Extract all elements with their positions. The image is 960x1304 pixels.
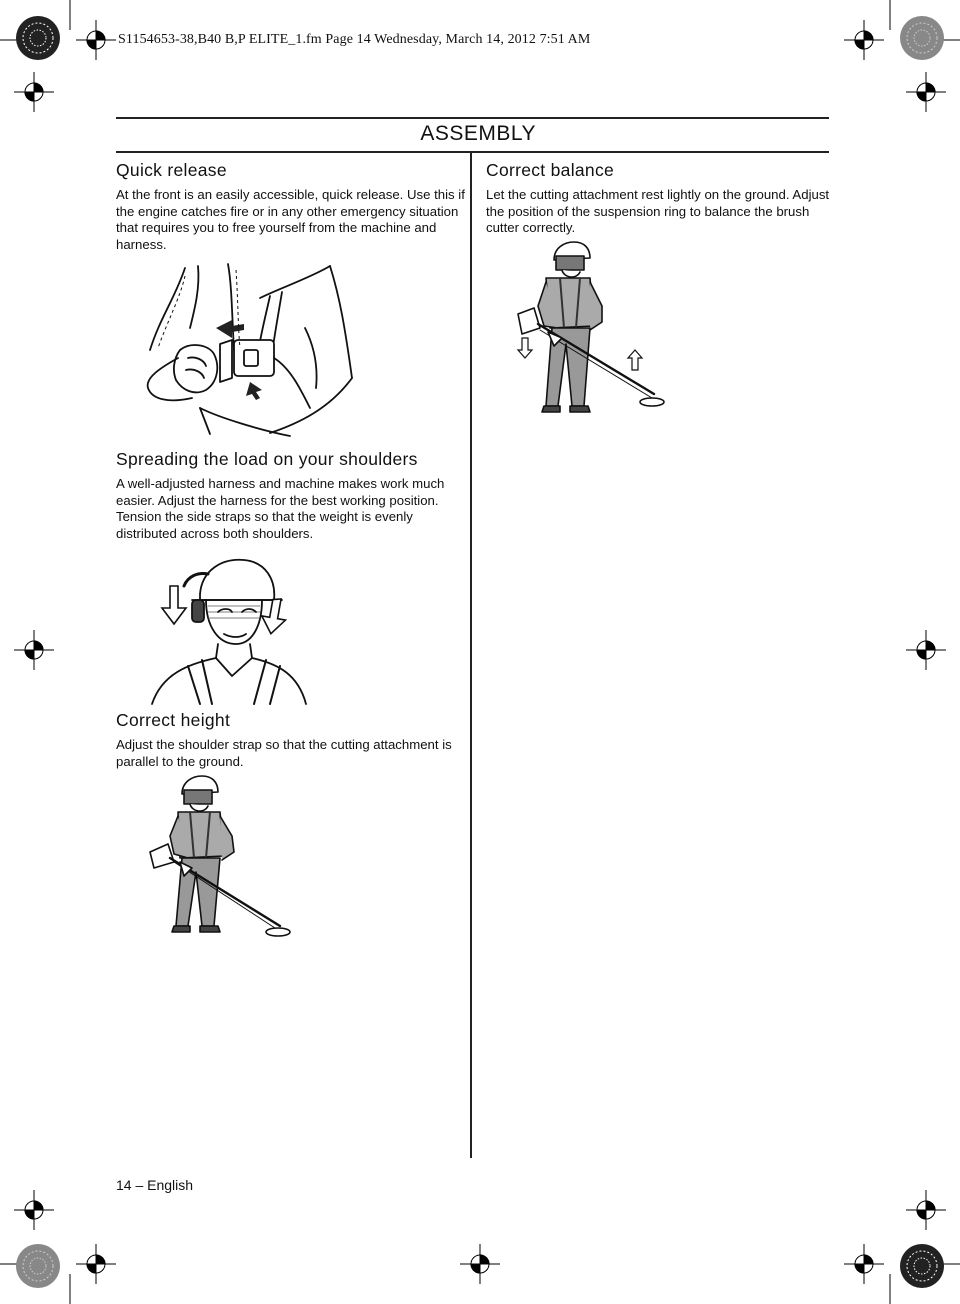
arrow-left-icon bbox=[216, 320, 244, 338]
correct-height-illustration bbox=[140, 776, 300, 944]
crosshair-icon bbox=[76, 1244, 116, 1284]
crosshair-icon bbox=[906, 1190, 946, 1230]
crosshair-icon bbox=[906, 72, 946, 112]
header-rule-top bbox=[116, 117, 829, 119]
column-divider bbox=[470, 152, 472, 1158]
correct-balance-illustration bbox=[510, 242, 680, 424]
quick-release-body: At the front is an easily accessible, quick release. Use this if the engine catches fire or in any other emergency situation that requires you to free yourself from the machine and harness. bbox=[116, 187, 465, 252]
print-slug-line: S1154653-38,B40 B,P ELITE_1.fm Page 14 Wednesday, March 14, 2012 7:51 AM bbox=[118, 32, 591, 47]
spreading-load-heading: Spreading the load on your shoulders bbox=[116, 449, 418, 469]
correct-height-heading: Correct height bbox=[116, 710, 231, 730]
quick-release-illustration bbox=[140, 258, 360, 440]
crosshair-icon bbox=[460, 1244, 500, 1284]
correct-balance-body: Let the cutting attachment rest lightly on the ground. Adjust the position of the suspension ring to balance the brush cutter correctly. bbox=[486, 187, 830, 235]
section-title: ASSEMBLY bbox=[420, 122, 536, 145]
starburst-target-icon bbox=[16, 16, 60, 60]
crosshair-icon bbox=[14, 630, 54, 670]
starburst-target-icon bbox=[900, 16, 944, 60]
crosshair-icon bbox=[906, 630, 946, 670]
starburst-target-icon bbox=[900, 1244, 944, 1288]
crosshair-icon bbox=[14, 72, 54, 112]
quick-release-heading: Quick release bbox=[116, 160, 227, 180]
page-footer: 14 – English bbox=[116, 1177, 194, 1193]
crosshair-icon bbox=[14, 1190, 54, 1230]
arrow-up-down-icon bbox=[518, 338, 532, 358]
spreading-load-body: A well-adjusted harness and machine makes work much easier. Adjust the harness for the best working position. Tension the side straps so that the weight is evenly distributed across both shoulders. bbox=[116, 476, 445, 541]
crosshair-icon bbox=[844, 20, 884, 60]
arrow-down-icon bbox=[259, 596, 289, 636]
correct-height-body: Adjust the shoulder strap so that the cutting attachment is parallel to the ground. bbox=[116, 737, 452, 769]
correct-balance-heading: Correct balance bbox=[486, 160, 615, 180]
arrow-up-icon bbox=[628, 350, 642, 370]
crosshair-icon bbox=[76, 20, 116, 60]
starburst-target-icon bbox=[16, 1244, 60, 1288]
crosshair-icon bbox=[844, 1244, 884, 1284]
arrow-down-icon bbox=[162, 586, 186, 624]
arrow-down-right-icon bbox=[246, 382, 262, 400]
shoulder-harness-illustration bbox=[148, 556, 308, 704]
header-rule-bottom bbox=[116, 151, 829, 153]
